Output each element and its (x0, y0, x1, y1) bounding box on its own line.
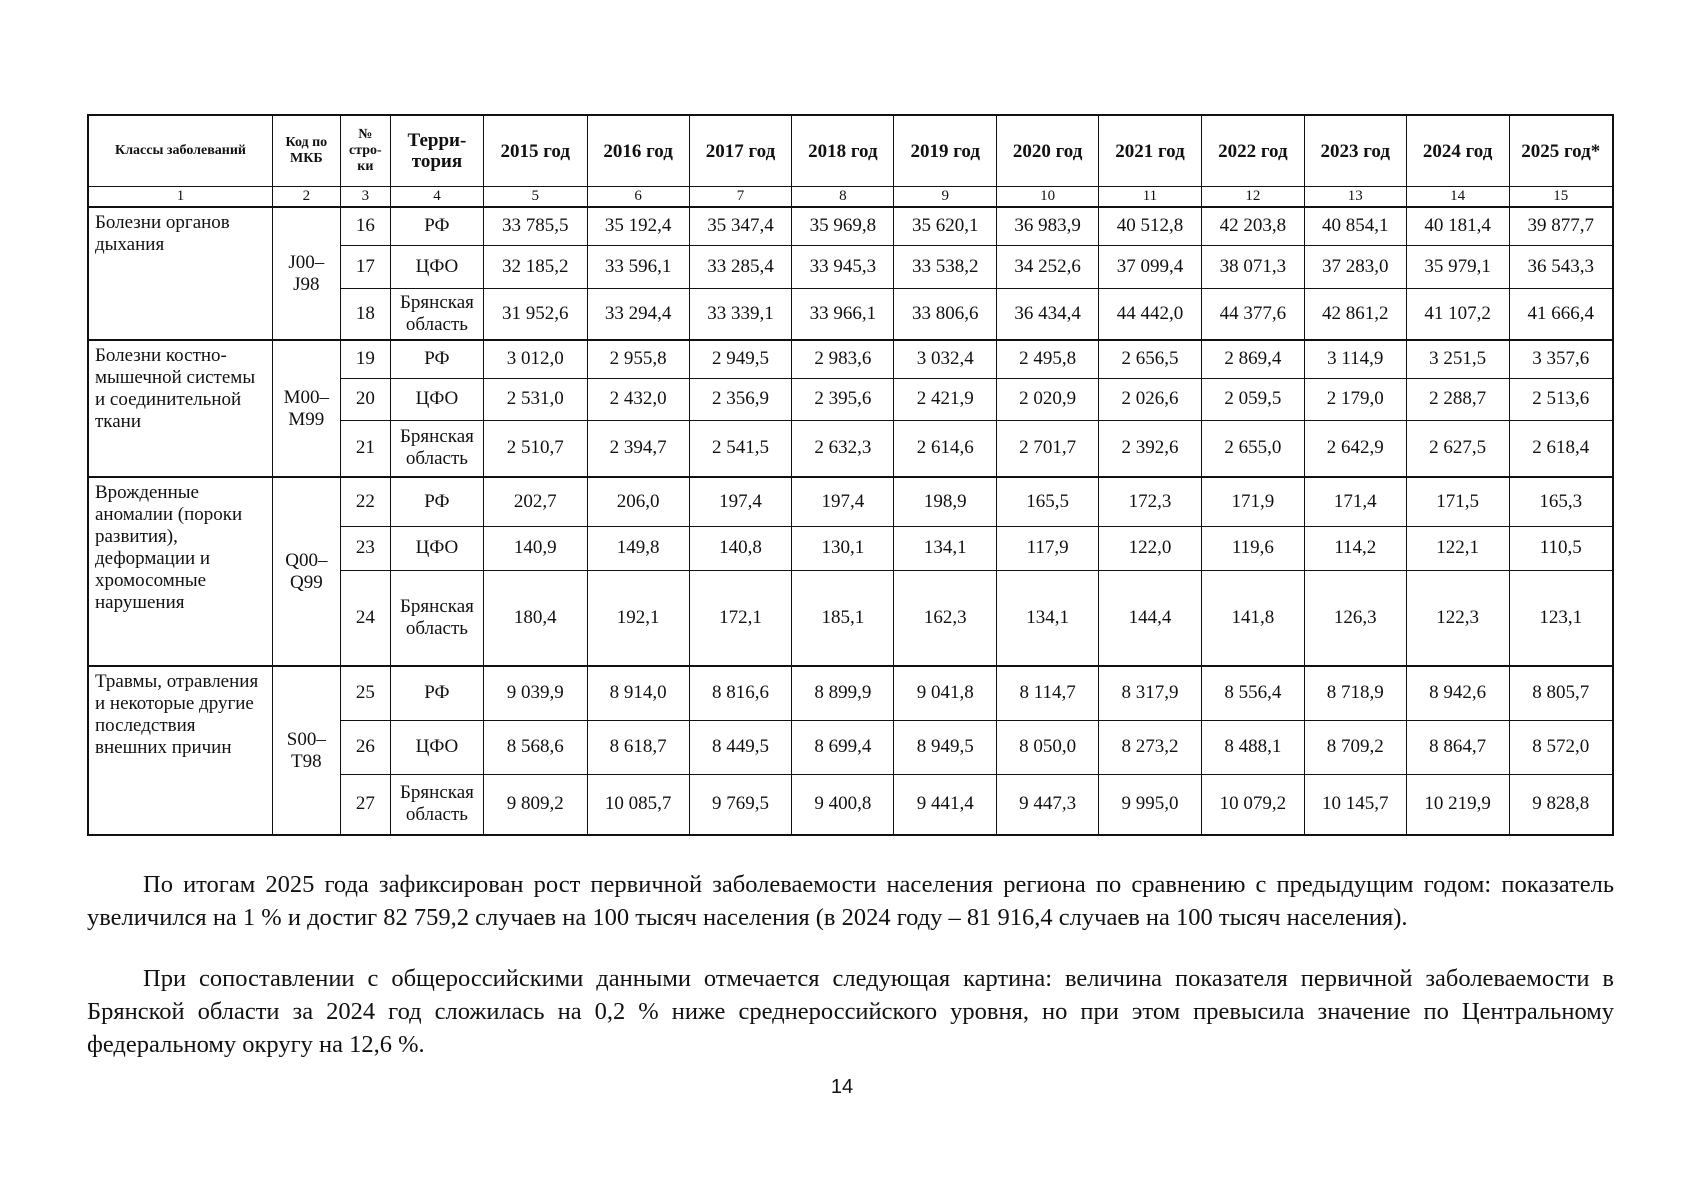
paragraph-summary: По итогам 2025 года зафиксирован рост первичной заболеваемости населения региона по сравнению с предыдущим годом: показатель увеличился на 1 % и достиг 82 759,2 случаев на 100 тысяч населения (в 2024 году – 81 916,4 случаев на 100 тысяч населения). (87, 871, 1614, 931)
value-cell: 2 421,9 (894, 378, 997, 420)
value-cell: 2 510,7 (483, 420, 587, 477)
value-cell: 8 273,2 (1099, 720, 1202, 774)
value-cell: 119,6 (1201, 526, 1304, 570)
column-number: 10 (997, 187, 1099, 208)
paragraph-comparison: При сопоставлении с общероссийскими данными отмечается следующая картина: величина показателя первичной заболеваемости в Брянской области за 2024 год сложилась на 0,2 % ниже среднероссийского уровня, но при этом превысила значение по Центральному федеральному округу на 12,6 %. (87, 965, 1614, 1058)
value-cell: 162,3 (894, 570, 997, 666)
row-number-cell: 26 (340, 720, 390, 774)
column-number: 13 (1304, 187, 1406, 208)
header-year: 2023 год (1304, 115, 1406, 187)
value-cell: 9 441,4 (894, 774, 997, 835)
value-cell: 32 185,2 (483, 245, 587, 288)
value-cell: 37 099,4 (1099, 245, 1202, 288)
value-cell: 40 854,1 (1304, 207, 1406, 245)
row-number-cell: 25 (340, 666, 390, 720)
value-cell: 8 899,9 (792, 666, 894, 720)
value-cell: 2 432,0 (587, 378, 689, 420)
header-year: 2015 год (483, 115, 587, 187)
territory-cell: ЦФО (391, 720, 484, 774)
value-cell: 2 618,4 (1509, 420, 1613, 477)
value-cell: 206,0 (587, 477, 689, 526)
header-year: 2020 год (997, 115, 1099, 187)
value-cell: 10 145,7 (1304, 774, 1406, 835)
value-cell: 8 572,0 (1509, 720, 1613, 774)
value-cell: 2 656,5 (1099, 340, 1202, 378)
value-cell: 185,1 (792, 570, 894, 666)
value-cell: 130,1 (792, 526, 894, 570)
territory-cell: РФ (391, 477, 484, 526)
value-cell: 8 949,5 (894, 720, 997, 774)
territory-cell: ЦФО (391, 526, 484, 570)
value-cell: 9 995,0 (1099, 774, 1202, 835)
value-cell: 33 785,5 (483, 207, 587, 245)
value-cell: 3 114,9 (1304, 340, 1406, 378)
value-cell: 2 541,5 (689, 420, 792, 477)
value-cell: 42 861,2 (1304, 288, 1406, 340)
row-number-cell: 21 (340, 420, 390, 477)
header-year: 2025 год* (1509, 115, 1613, 187)
value-cell: 33 966,1 (792, 288, 894, 340)
header-year: 2016 год (587, 115, 689, 187)
disease-class-cell: Болезни органов дыхания (88, 207, 273, 340)
header-year: 2017 год (689, 115, 792, 187)
value-cell: 2 395,6 (792, 378, 894, 420)
column-number: 11 (1099, 187, 1202, 208)
value-cell: 197,4 (689, 477, 792, 526)
value-cell: 2 955,8 (587, 340, 689, 378)
value-cell: 10 085,7 (587, 774, 689, 835)
value-cell: 42 203,8 (1201, 207, 1304, 245)
row-number-cell: 22 (340, 477, 390, 526)
value-cell: 9 041,8 (894, 666, 997, 720)
value-cell: 141,8 (1201, 570, 1304, 666)
value-cell: 35 192,4 (587, 207, 689, 245)
value-cell: 126,3 (1304, 570, 1406, 666)
column-number: 15 (1509, 187, 1613, 208)
value-cell: 171,4 (1304, 477, 1406, 526)
header-year: 2021 год (1099, 115, 1202, 187)
icd-code-cell: S00– T98 (273, 666, 341, 835)
value-cell: 2 513,6 (1509, 378, 1613, 420)
value-cell: 9 039,9 (483, 666, 587, 720)
value-cell: 37 283,0 (1304, 245, 1406, 288)
table-row (88, 666, 1613, 720)
header-year: 2018 год (792, 115, 894, 187)
header-disease-class: Классы заболеваний (88, 115, 273, 187)
column-number: 14 (1406, 187, 1509, 208)
value-cell: 2 392,6 (1099, 420, 1202, 477)
value-cell: 36 983,9 (997, 207, 1099, 245)
value-cell: 8 618,7 (587, 720, 689, 774)
row-number-cell: 18 (340, 288, 390, 340)
value-cell: 33 806,6 (894, 288, 997, 340)
value-cell: 134,1 (997, 570, 1099, 666)
value-cell: 33 596,1 (587, 245, 689, 288)
row-number-cell: 27 (340, 774, 390, 835)
table-row (88, 477, 1613, 526)
territory-cell: Брянская область (391, 288, 484, 340)
value-cell: 192,1 (587, 570, 689, 666)
value-cell: 33 285,4 (689, 245, 792, 288)
column-number: 4 (391, 187, 484, 208)
table-body (88, 207, 1613, 835)
value-cell: 140,8 (689, 526, 792, 570)
column-number: 2 (273, 187, 341, 208)
value-cell: 8 699,4 (792, 720, 894, 774)
row-number-cell: 19 (340, 340, 390, 378)
value-cell: 8 556,4 (1201, 666, 1304, 720)
value-cell: 3 251,5 (1406, 340, 1509, 378)
value-cell: 40 512,8 (1099, 207, 1202, 245)
value-cell: 8 914,0 (587, 666, 689, 720)
header-year: 2019 год (894, 115, 997, 187)
territory-cell: Брянская область (391, 420, 484, 477)
value-cell: 41 666,4 (1509, 288, 1613, 340)
value-cell: 122,1 (1406, 526, 1509, 570)
column-number: 12 (1201, 187, 1304, 208)
column-number: 5 (483, 187, 587, 208)
value-cell: 33 538,2 (894, 245, 997, 288)
value-cell: 2 983,6 (792, 340, 894, 378)
territory-cell: РФ (391, 340, 484, 378)
value-cell: 2 356,9 (689, 378, 792, 420)
value-cell: 10 219,9 (1406, 774, 1509, 835)
disease-class-cell: Болезни костно-мышечной системы и соединительной ткани (88, 340, 273, 477)
header-icd-code: Код по МКБ (273, 115, 341, 187)
column-number-row (88, 187, 1613, 208)
icd-code-cell: M00– M99 (273, 340, 341, 477)
row-number-cell: 17 (340, 245, 390, 288)
territory-cell: Брянская область (391, 570, 484, 666)
icd-code-cell: J00– J98 (273, 207, 341, 340)
value-cell: 9 809,2 (483, 774, 587, 835)
value-cell: 2 642,9 (1304, 420, 1406, 477)
value-cell: 36 543,3 (1509, 245, 1613, 288)
value-cell: 2 614,6 (894, 420, 997, 477)
value-cell: 140,9 (483, 526, 587, 570)
value-cell: 9 400,8 (792, 774, 894, 835)
page-number: 14 (830, 1076, 854, 1098)
value-cell: 8 805,7 (1509, 666, 1613, 720)
value-cell: 36 434,4 (997, 288, 1099, 340)
header-territory: Терри- тория (391, 115, 484, 187)
value-cell: 2 059,5 (1201, 378, 1304, 420)
value-cell: 134,1 (894, 526, 997, 570)
value-cell: 144,4 (1099, 570, 1202, 666)
column-number: 7 (689, 187, 792, 208)
value-cell: 117,9 (997, 526, 1099, 570)
value-cell: 38 071,3 (1201, 245, 1304, 288)
row-number-cell: 24 (340, 570, 390, 666)
value-cell: 122,3 (1406, 570, 1509, 666)
value-cell: 172,3 (1099, 477, 1202, 526)
disease-class-cell: Травмы, отравления и некоторые другие последствия внешних причин (88, 666, 273, 835)
value-cell: 44 377,6 (1201, 288, 1304, 340)
value-cell: 2 655,0 (1201, 420, 1304, 477)
value-cell: 9 447,3 (997, 774, 1099, 835)
territory-cell: ЦФО (391, 245, 484, 288)
value-cell: 165,3 (1509, 477, 1613, 526)
value-cell: 34 252,6 (997, 245, 1099, 288)
value-cell: 35 347,4 (689, 207, 792, 245)
value-cell: 10 079,2 (1201, 774, 1304, 835)
value-cell: 8 718,9 (1304, 666, 1406, 720)
value-cell: 8 709,2 (1304, 720, 1406, 774)
value-cell: 2 026,6 (1099, 378, 1202, 420)
header-year: 2022 год (1201, 115, 1304, 187)
value-cell: 2 531,0 (483, 378, 587, 420)
header-row-number: № стро- ки (340, 115, 390, 187)
value-cell: 9 769,5 (689, 774, 792, 835)
value-cell: 31 952,6 (483, 288, 587, 340)
value-cell: 3 012,0 (483, 340, 587, 378)
icd-code-cell: Q00– Q99 (273, 477, 341, 666)
value-cell: 33 294,4 (587, 288, 689, 340)
value-cell: 8 449,5 (689, 720, 792, 774)
value-cell: 2 949,5 (689, 340, 792, 378)
territory-cell: ЦФО (391, 378, 484, 420)
value-cell: 2 869,4 (1201, 340, 1304, 378)
value-cell: 33 945,3 (792, 245, 894, 288)
header-row (88, 115, 1613, 187)
column-number: 9 (894, 187, 997, 208)
value-cell: 35 620,1 (894, 207, 997, 245)
value-cell: 3 357,6 (1509, 340, 1613, 378)
row-number-cell: 23 (340, 526, 390, 570)
value-cell: 2 495,8 (997, 340, 1099, 378)
value-cell: 35 979,1 (1406, 245, 1509, 288)
value-cell: 180,4 (483, 570, 587, 666)
value-cell: 39 877,7 (1509, 207, 1613, 245)
value-cell: 44 442,0 (1099, 288, 1202, 340)
territory-cell: РФ (391, 666, 484, 720)
column-number: 1 (88, 187, 273, 208)
value-cell: 197,4 (792, 477, 894, 526)
table-row (88, 340, 1613, 378)
value-cell: 165,5 (997, 477, 1099, 526)
value-cell: 114,2 (1304, 526, 1406, 570)
territory-cell: РФ (391, 207, 484, 245)
value-cell: 8 114,7 (997, 666, 1099, 720)
value-cell: 8 942,6 (1406, 666, 1509, 720)
value-cell: 3 032,4 (894, 340, 997, 378)
value-cell: 2 394,7 (587, 420, 689, 477)
value-cell: 2 632,3 (792, 420, 894, 477)
value-cell: 171,5 (1406, 477, 1509, 526)
value-cell: 8 050,0 (997, 720, 1099, 774)
value-cell: 198,9 (894, 477, 997, 526)
value-cell: 2 701,7 (997, 420, 1099, 477)
morbidity-table (87, 114, 1614, 836)
value-cell: 122,0 (1099, 526, 1202, 570)
value-cell: 149,8 (587, 526, 689, 570)
row-number-cell: 16 (340, 207, 390, 245)
value-cell: 2 288,7 (1406, 378, 1509, 420)
value-cell: 2 179,0 (1304, 378, 1406, 420)
disease-class-cell: Врожденные аномалии (пороки развития), деформации и хромосомные нарушения (88, 477, 273, 666)
value-cell: 123,1 (1509, 570, 1613, 666)
value-cell: 35 969,8 (792, 207, 894, 245)
value-cell: 2 627,5 (1406, 420, 1509, 477)
value-cell: 41 107,2 (1406, 288, 1509, 340)
table-row (88, 207, 1613, 245)
row-number-cell: 20 (340, 378, 390, 420)
header-year: 2024 год (1406, 115, 1509, 187)
column-number: 8 (792, 187, 894, 208)
column-number: 3 (340, 187, 390, 208)
value-cell: 40 181,4 (1406, 207, 1509, 245)
value-cell: 8 864,7 (1406, 720, 1509, 774)
value-cell: 171,9 (1201, 477, 1304, 526)
value-cell: 33 339,1 (689, 288, 792, 340)
column-number: 6 (587, 187, 689, 208)
territory-cell: Брянская область (391, 774, 484, 835)
value-cell: 8 816,6 (689, 666, 792, 720)
value-cell: 8 488,1 (1201, 720, 1304, 774)
value-cell: 8 317,9 (1099, 666, 1202, 720)
value-cell: 2 020,9 (997, 378, 1099, 420)
value-cell: 172,1 (689, 570, 792, 666)
value-cell: 110,5 (1509, 526, 1613, 570)
value-cell: 8 568,6 (483, 720, 587, 774)
value-cell: 9 828,8 (1509, 774, 1613, 835)
value-cell: 202,7 (483, 477, 587, 526)
